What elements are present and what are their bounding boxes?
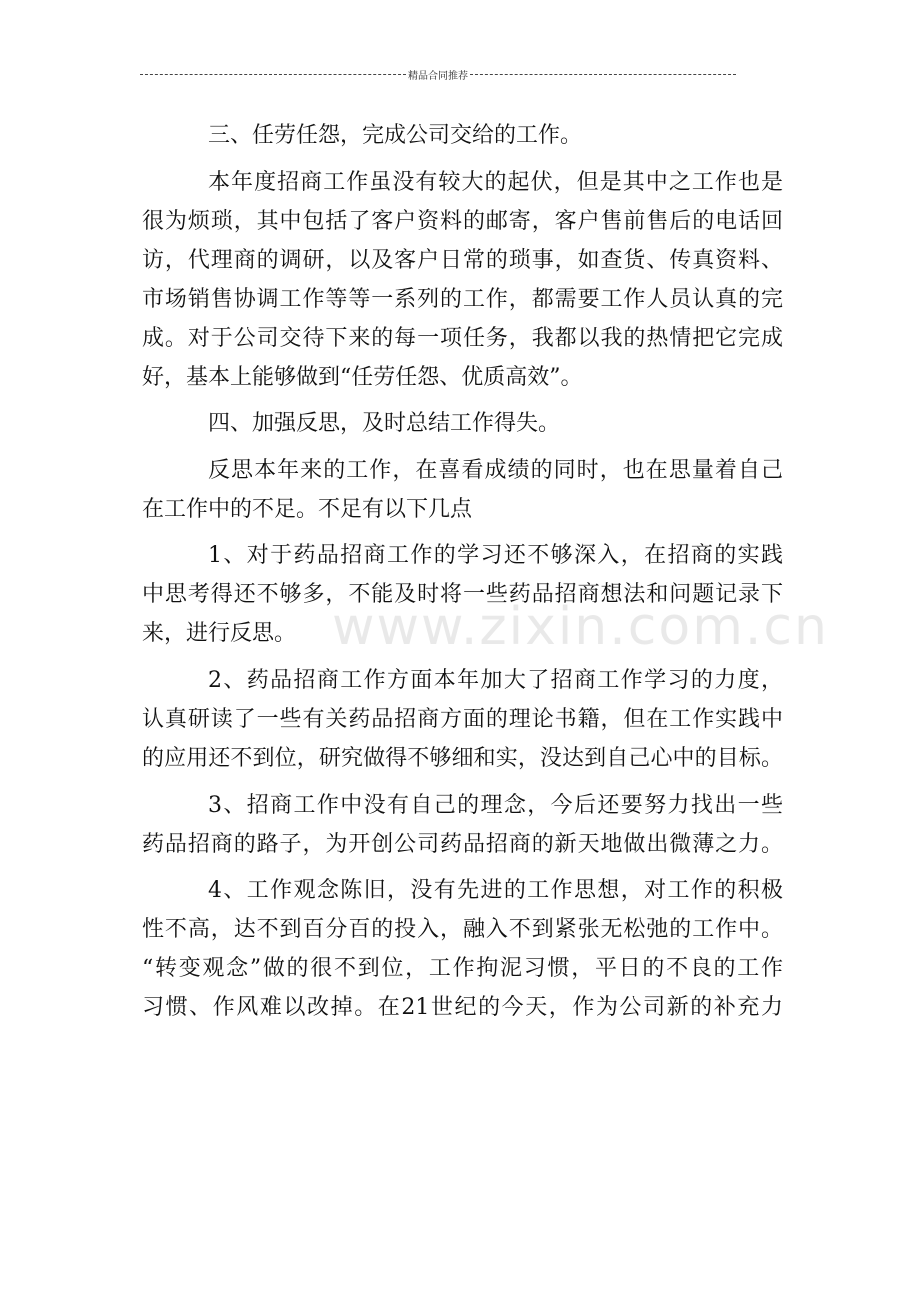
header-title: 精品合同推荐 xyxy=(408,70,468,82)
text-line: 来，进行反思。 xyxy=(142,621,297,647)
document-body xyxy=(142,116,783,1027)
text-line: 成。对于公司交待下来的每一项任务，我都以我的热情把它完成 xyxy=(142,325,783,351)
paragraph xyxy=(142,661,783,778)
text-line: 中思考得还不够多，不能及时将一些药品招商想法和问题记录下 xyxy=(142,582,783,608)
text-line: 在工作中的不足。不足有以下几点 xyxy=(142,496,473,522)
text-line: 3、招商工作中没有自己的理念，今后还要努力找出一些 xyxy=(208,792,783,818)
text-line: 4、工作观念陈旧，没有先进的工作思想，对工作的积极 xyxy=(208,878,783,904)
paragraph xyxy=(142,871,783,1027)
section-heading xyxy=(142,116,783,155)
text-line: 访，代理商的调研，以及客户日常的琐事，如查货、传真资料、 xyxy=(142,247,783,273)
text-line: 认真研读了一些有关药品招商方面的理论书籍，但在工作实践中 xyxy=(142,706,783,732)
text-line: 市场销售协调工作等等一系列的工作，都需要工作人员认真的完 xyxy=(142,286,783,312)
paragraph xyxy=(142,451,783,529)
text-line: 很为烦琐，其中包括了客户资料的邮寄，客户售前售后的电话回 xyxy=(142,208,783,234)
text-line: 性不高，达不到百分百的投入，融入不到紧张无松弛的工作中。 xyxy=(142,917,783,943)
section-heading xyxy=(142,404,783,443)
text-line: “转变观念”做的很不到位，工作拘泥习惯，平日的不良的工作 xyxy=(142,956,783,982)
watermark: www.zixin.com.cn xyxy=(332,597,829,657)
text-line: 习惯、作风难以改掉。在21世纪的今天，作为公司新的补充力 xyxy=(142,995,783,1021)
page-header xyxy=(140,66,736,82)
paragraph xyxy=(142,536,783,653)
paragraph xyxy=(142,163,783,397)
header-rule-right xyxy=(470,74,736,75)
header-rule-left xyxy=(140,74,406,75)
text-line: 本年度招商工作虽没有较大的起伏，但是其中之工作也是 xyxy=(208,169,783,195)
text-line: 的应用还不到位，研究做得不够细和实，没达到自己心中的目标。 xyxy=(142,745,783,771)
text-line: 好，基本上能够做到“任劳任怨、优质高效”。 xyxy=(142,364,583,390)
text-line: 四、加强反思，及时总结工作得失。 xyxy=(208,411,561,437)
text-line: 反思本年来的工作，在喜看成绩的同时，也在思量着自己 xyxy=(208,457,783,483)
text-line: 2、药品招商工作方面本年加大了招商工作学习的力度， xyxy=(208,667,783,693)
paragraph xyxy=(142,786,783,864)
text-line: 三、任劳任怨，完成公司交给的工作。 xyxy=(208,123,583,148)
text-line: 1、对于药品招商工作的学习还不够深入，在招商的实践 xyxy=(208,543,783,569)
text-line: 药品招商的路子，为开创公司药品招商的新天地做出微薄之力。 xyxy=(142,831,783,857)
